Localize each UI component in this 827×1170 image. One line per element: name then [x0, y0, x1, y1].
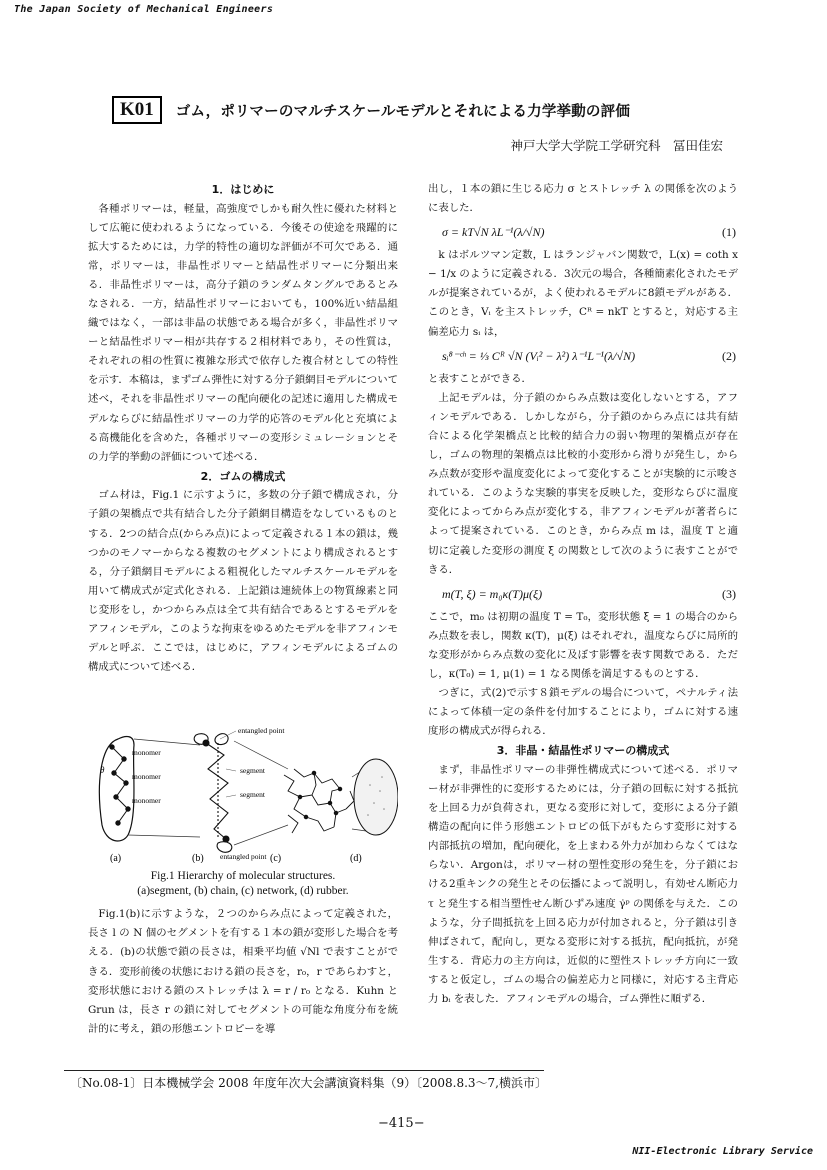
section-3-heading: 3．非晶・結晶性ポリマーの構成式 — [496, 744, 670, 758]
entangled-point-label-bottom: entangled point — [220, 852, 267, 862]
page-number: −415− — [378, 1116, 425, 1131]
right-paragraph-6: つぎに，式(2)で示す８鎖モデルの場合について，ペナルティ法によって体積一定の条件を付加することにより，ゴムに対する速度形の構成式が得られる． — [428, 687, 738, 738]
section-2-paragraph: ゴム材は，Fig.1 に示すように，多数の分子鎖で構成され，分子鎖の架橋点で共有結合した分子鎖網目構造をなしているものとする．2つの結合点(からみ点)によって定義される１本の鎖は，幾つかのモノマーからなる複数のセグメントにより構成されるとする，分子鎖網目モデルによる粗視化したマルチスケールモデルを用いて構成式が定式化される．上記鎖は連続体上の物質線素と同じ変形をし，かつからみ点は全て共有結合であるとするモデルをアフィンモデル，このような拘束をゆるめたモデルを非アフィンモデルと呼ぶ．ここでは，はじめに，アフィンモデルによるゴムの構成式について述べる． — [88, 489, 398, 674]
equation-3 — [428, 580, 738, 608]
footer-rule — [64, 1070, 544, 1071]
figure-1-caption-line-2: (a)segment, (b) chain, (c) network, (d) rubber. — [137, 885, 349, 898]
panel-label-c: (c) — [270, 853, 282, 864]
equation-1-body: σ = kT√N λL⁻¹(λ/√N) — [442, 225, 545, 240]
right-paragraph-4: 上記モデルは，分子鎖のからみ点数は変化しないとする，アフィンモデルである．しかしながら，分子鎖のからみ点には共有結合による化学架橋点と比較的結合力の弱い物理的架橋点が存在し，ゴムの物理的架橋点は比較的小変形から滑りが発生し，からみ点数が変形や温度変化によって変化することが実験的に示唆されている．このような実験的事実を反映した，変形ならびに温度変化によってからみ点が変化する，非アフィンモデルが著者らによって提案されている．このとき，からみ点 m は，温度 T と適切に定義した変形の測度 ξ の関数として次のように表すことができる． — [428, 391, 738, 576]
right-paragraph-5: ここで，m₀ は初期の温度 T = T₀，変形状態 ξ = 1 の場合のからみ点数を表し，関数 κ(T)，μ(ξ) はそれぞれ，温度ならびに局所的な変形がからみ点数の変化に及ぼす影響を表す関数である．ただし，κ(T₀) = 1, μ(1) = 1 なる関係を満足するものとする． — [428, 610, 738, 680]
service-footer: NII-Electronic Library Service — [632, 1146, 813, 1157]
left-column — [88, 180, 398, 1039]
equation-3-number: (3) — [722, 586, 736, 601]
society-header: The Japan Society of Mechanical Engineers — [14, 4, 274, 15]
paper-title: ゴム，ポリマーのマルチスケールモデルとそれによる力学挙動の評価 — [175, 103, 631, 120]
section-1-paragraph: 各種ポリマーは，軽量，高強度でしかも耐久性に優れた材料として広範に使われるようになっている．今後その使途を飛躍的に拡大するためには，力学的特性の適切な評価が不可欠である．通常，ポリマーは，非晶性ポリマーと結晶性ポリマーに分類出来る．非晶性ポリマーは，高分子鎖のランダムタングルであるとみなされる．一方，結晶性ポリマーにおいても，100%近い結晶組織ではなく，一部は非晶の状態である場合が多く，非晶性ポリマーと結晶性ポリマー相が共存する２相材料であり，その性質は，それぞれの相の性質に複雑な形式で依存した複合材としての特性を示す．本稿は，まずゴム弾性に対する分子鎖網目モデルについて述べ，それを非晶性ポリマーの配向硬化の記述に適用した構成モデルならびに結晶性ポリマーの力学的応答のモデル化と充填による高機能化を含めた，各種ポリマーの変形シミュレーションとその力学的挙動の評価について述べる． — [88, 202, 398, 463]
right-paragraph-7: まず，非晶性ポリマーの非弾性構成式について述べる．ポリマー材が非弾性的に変形するためには，分子鎖の回転に対する抵抗を上回る力が負荷され，更なる変形に対して，変形による分子鎖構造の配向に伴う形態エントロピの低下がもたらす変形に対する内部抵抗の増加，配向硬化，を上まわる外力が加わらなくてはならない．Argonは，ポリマー材の塑性変形の発生を，分子鎖における2重キンクの発生とその伝播によって説明し，有効せん断応力 τ と発生する相当塑性せん断ひずみ速度 γ̇ᵖ の関係を与えた．このような，分子間抵抗を上回る応力が付加されると，分子鎖は引き伸ばされて，配向し，更なる変形に対する抵抗，配向抵抗，が発生する．背応力の主方向は，近似的に塑性ストレッチ方向に一致すると仮定し，ゴムの場合の偏差応力と同様に，対応する主背応力 bᵢ を表した．アフィンモデルの場合，ゴム弾性に順ずる． — [428, 763, 738, 1005]
equation-2-body: sᵢ⁸⁻ᶜʰ = ⅓ Cᴿ √N (Vᵢ² − λ²) λ⁻¹L⁻¹(λ/√N) — [442, 348, 636, 363]
author-affiliation: 神戸大学大学院工学研究科 冨田佳宏 — [510, 138, 723, 153]
network-drawing — [284, 769, 354, 833]
right-paragraph-3: と表すことができる． — [428, 372, 532, 385]
figure-1 — [88, 725, 398, 863]
equation-2-number: (2) — [722, 348, 736, 363]
equation-2 — [428, 342, 738, 370]
paper-code: K01 — [112, 96, 162, 124]
equation-3-body: m(T, ξ) = m₀κ(T)μ(ξ) — [442, 586, 543, 601]
monomer-label-1: monomer — [132, 748, 161, 758]
monomer-label-2: monomer — [132, 772, 161, 782]
monomer-chain — [110, 745, 130, 825]
figure-1-caption-line-1: Fig.1 Hierarchy of molecular structures. — [150, 870, 336, 883]
figure-1-caption — [88, 869, 398, 899]
title-block — [112, 96, 630, 124]
right-paragraph-1: 出し，１本の鎖に生じる応力 σ とストレッチ λ の関係を次のように表した． — [428, 183, 738, 215]
equation-1 — [428, 218, 738, 246]
theta-label: θ — [100, 765, 105, 776]
panel-label-a: (a) — [110, 853, 122, 864]
chain-drawing — [194, 734, 232, 853]
segment-label-2: segment — [240, 790, 265, 800]
panel-label-b: (b) — [192, 853, 204, 864]
monomer-label-3: monomer — [132, 796, 161, 806]
right-column — [428, 180, 738, 1009]
rubber-body — [354, 759, 398, 835]
equation-1-number: (1) — [722, 225, 736, 240]
section-1-heading: 1．はじめに — [211, 183, 275, 196]
entangled-point-label-top: entangled point — [238, 726, 285, 736]
right-paragraph-2: k はボルツマン定数，L はランジャバン関数で，L(x) = coth x − 1/x のように定義される．3次元の場合，各種簡素化されたモデルが提案されているが，よく使われるモデルに8鎖モデルがある．このとき，Vᵢ を主ストレッチ，Cᴿ = nkT とすると，対応する主偏差応力 sᵢ は， — [428, 249, 738, 338]
figure-1-drawing — [88, 725, 398, 863]
figure-1-discussion-paragraph: Fig.1(b)に示すような，２つのからみ点によって定義された，長さ l の N 個のセグメントを有する１本の鎖が変形した場合を考える．(b)の状態で鎖の長さは，相乗平均値 √Nl で表すことができる．変形前後の状態における鎖の長さを，r₀，r であらわすと，変形状態における鎖のストレッチは λ = r / r₀ となる．Kuhn と Grun は，長さ r の鎖に対してセグメントの可能な角度分布を統計的に考え，鎖の形態エントロピーを導 — [88, 908, 398, 1035]
proceedings-reference: 〔No.08-1〕日本機械学会 2008 年度年次大会講演資料集（9）〔2008.8.3～7,横浜市〕 — [70, 1076, 547, 1090]
panel-label-d: (d) — [350, 853, 362, 864]
section-2-heading: 2．ゴムの構成式 — [200, 469, 286, 483]
segment-label-1: segment — [240, 766, 265, 776]
